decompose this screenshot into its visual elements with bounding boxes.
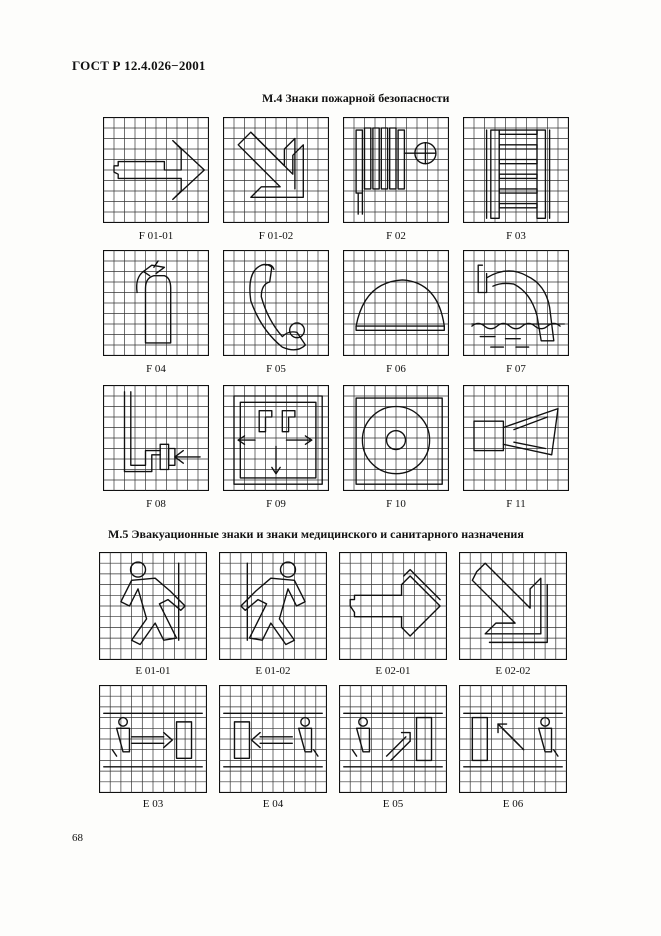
horn-icon (463, 385, 569, 491)
runner-to-door-icon (99, 685, 207, 793)
sign-caption: E 02-01 (375, 665, 411, 677)
sign-caption: F 09 (266, 498, 286, 510)
sign-e04 (219, 685, 327, 793)
dome-icon (343, 250, 449, 356)
sign-caption: E 01-02 (255, 665, 291, 677)
sign-f06 (343, 250, 449, 356)
sign-caption: E 06 (502, 798, 524, 810)
sign-f11 (463, 385, 569, 491)
sign-f04 (103, 250, 209, 356)
sign-f01-02 (223, 117, 329, 223)
runner-door-left-icon (99, 552, 207, 660)
sign-e05 (339, 685, 447, 793)
sign-e06 (459, 685, 567, 793)
exit-arrow-diag-icon (459, 552, 567, 660)
sign-caption: E 03 (142, 798, 164, 810)
sign-caption: F 01-01 (138, 230, 174, 242)
sign-e01-01 (99, 552, 207, 660)
sign-caption: F 01-02 (258, 230, 294, 242)
ladder-icon (463, 117, 569, 223)
sign-f03 (463, 117, 569, 223)
door-to-runner-icon (219, 685, 327, 793)
section-m5-title: М.5 Эвакуационные знаки и знаки медицинского и санитарного назначения (108, 527, 524, 541)
sign-f10 (343, 385, 449, 491)
sign-caption: E 02-02 (495, 665, 531, 677)
sign-f05 (223, 250, 329, 356)
sign-f01-01 (103, 117, 209, 223)
sign-f08 (103, 385, 209, 491)
exit-arrow-right-icon (339, 552, 447, 660)
sign-f02 (343, 117, 449, 223)
sign-caption: F 05 (266, 363, 286, 375)
sign-f09 (223, 385, 329, 491)
sign-caption: F 03 (506, 230, 526, 242)
runner-up-right-icon (339, 685, 447, 793)
sign-e01-02 (219, 552, 327, 660)
four-arrows-icon (223, 385, 329, 491)
sign-caption: F 10 (386, 498, 406, 510)
pipe-valve-icon (103, 385, 209, 491)
hose-reel-icon (343, 117, 449, 223)
extinguisher-icon (103, 250, 209, 356)
sign-caption: E 05 (382, 798, 404, 810)
sign-e03 (99, 685, 207, 793)
sign-caption: E 01-01 (135, 665, 171, 677)
arrow-right-icon (103, 117, 209, 223)
sign-caption: F 02 (386, 230, 406, 242)
section-m4-title: М.4 Знаки пожарной безопасности (262, 91, 450, 105)
sign-f07 (463, 250, 569, 356)
sign-caption: E 04 (262, 798, 284, 810)
document-header: ГОСТ Р 12.4.026−2001 (72, 58, 206, 73)
hydrant-icon (463, 250, 569, 356)
sign-caption: F 08 (146, 498, 166, 510)
sign-caption: F 04 (146, 363, 166, 375)
arrow-diag-icon (223, 117, 329, 223)
page-number: 68 (72, 832, 83, 844)
sign-caption: F 07 (506, 363, 526, 375)
runner-door-right-icon (219, 552, 327, 660)
sign-caption: F 06 (386, 363, 406, 375)
phone-icon (223, 250, 329, 356)
sign-caption: F 11 (506, 498, 526, 510)
sign-e02-02 (459, 552, 567, 660)
sign-e02-01 (339, 552, 447, 660)
runner-up-left-icon (459, 685, 567, 793)
circle-target-icon (343, 385, 449, 491)
